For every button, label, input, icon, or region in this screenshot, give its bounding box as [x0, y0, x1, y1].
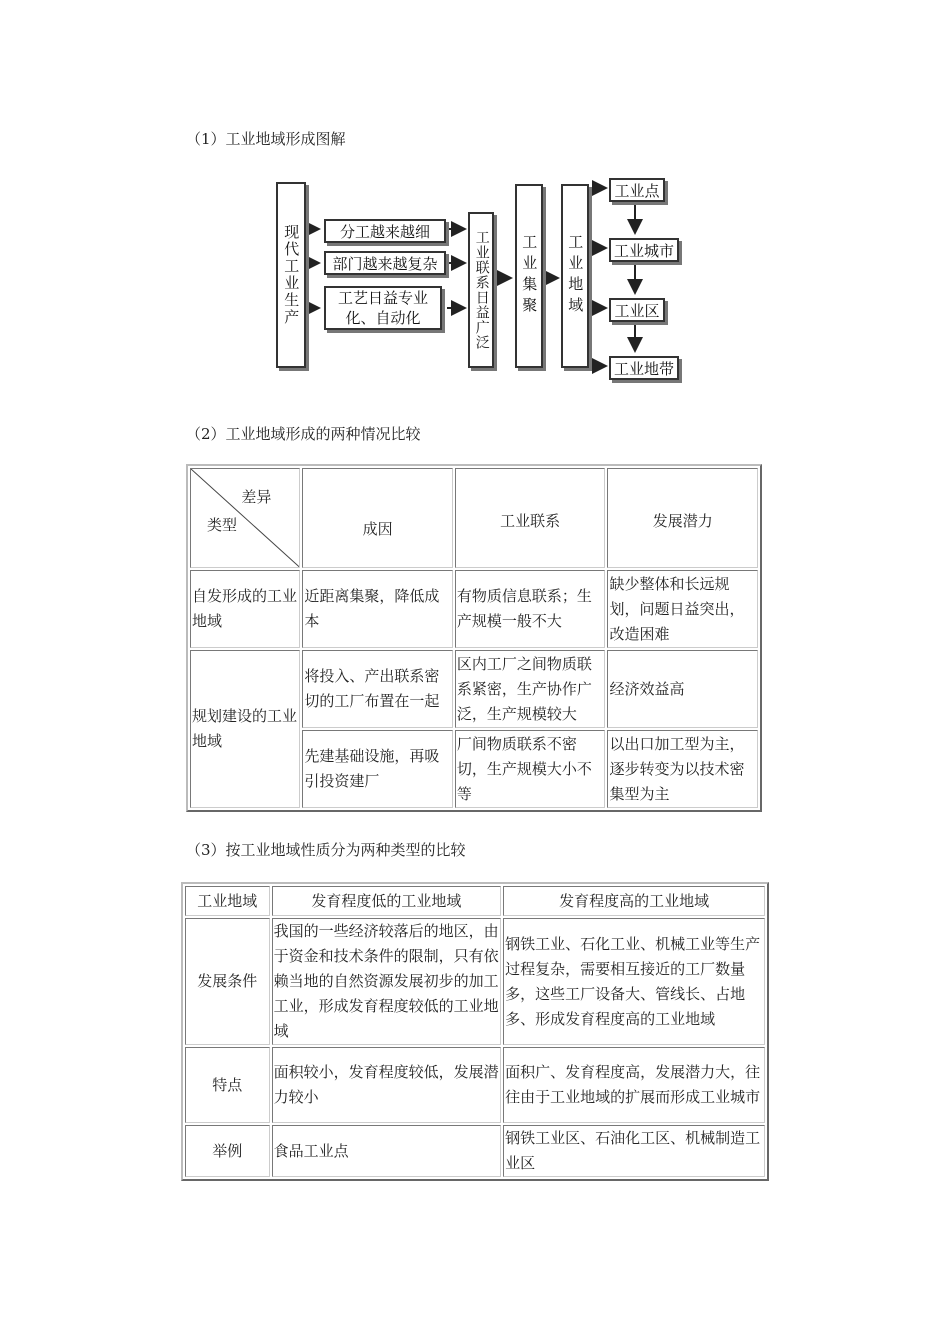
section-1-title: （1）工业地域形成图解 [186, 130, 346, 148]
features-high: 面积广、发育程度高，发展潜力大，往往由于工业地域的扩展而形成工业城市 [503, 1047, 765, 1123]
link-planned-2: 厂间物质联系不密切，生产规模大小不等 [455, 730, 606, 808]
table-row [190, 570, 758, 648]
industrial-link-label: 工业联系日益广泛 [473, 230, 490, 350]
header-potential: 发展潜力 [607, 468, 758, 568]
potential-spontaneous: 缺少整体和长远规划，问题日益突出，改造困难 [607, 570, 758, 648]
cause-planned-1: 将投入、产出联系密切的工厂布置在一起 [302, 650, 453, 728]
cause-label-1: 分工越来越细 [339, 222, 430, 241]
cause-spontaneous: 近距离集聚，降低成本 [302, 570, 453, 648]
conditions-high: 钢铁工业、石化工业、机械工业等生产过程复杂，需要相互接近的工厂数量多，这些工厂设备大、管线长、占地多、形成发育程度高的工业地域 [503, 918, 765, 1045]
table-row [185, 1125, 765, 1177]
stage-box-3 [609, 298, 665, 322]
industrial-cluster-box [515, 184, 543, 368]
row-label-features: 特点 [185, 1047, 270, 1123]
header-cause: 成因 [302, 468, 453, 568]
features-low: 面积较小，发育程度较低，发展潜力较小 [272, 1047, 502, 1123]
modern-industry-label: 现代工业生产 [282, 224, 301, 326]
table-row [185, 918, 765, 1045]
cause-box-2 [324, 251, 446, 275]
stage-box-1 [609, 178, 665, 202]
table-header-row [190, 468, 758, 568]
potential-planned-1: 经济效益高 [607, 650, 758, 728]
examples-low: 食品工业点 [272, 1125, 502, 1177]
stage-label-4: 工业地带 [613, 359, 674, 378]
cause-label-3: 工艺日益专业化、自动化 [337, 289, 428, 327]
corner-label-difference: 差异 [241, 488, 272, 506]
header-low: 发育程度低的工业地域 [272, 886, 502, 916]
stage-label-3: 工业区 [614, 301, 660, 320]
type-spontaneous: 自发形成的工业地域 [190, 570, 300, 648]
cause-label-2: 部门越来越复杂 [332, 254, 438, 273]
link-planned-1: 区内工厂之间物质联系紧密，生产协作广泛，生产规模较大 [455, 650, 606, 728]
corner-label-type: 类型 [207, 516, 238, 534]
corner-header-cell [190, 468, 300, 568]
table-row [190, 650, 758, 728]
section-2-title: （2）工业地域形成的两种情况比较 [186, 425, 421, 443]
header-link: 工业联系 [455, 468, 606, 568]
industrial-region-flow-diagram [270, 176, 680, 381]
industrial-region-box [561, 184, 589, 368]
section-3-title: （3）按工业地域性质分为两种类型的比较 [186, 841, 466, 859]
cause-planned-2: 先建基础设施，再吸引投资建厂 [302, 730, 453, 808]
industrial-link-box [468, 212, 494, 368]
header-high: 发育程度高的工业地域 [503, 886, 765, 916]
development-level-table [181, 882, 769, 1181]
row-label-examples: 举例 [185, 1125, 270, 1177]
industrial-region-label: 工业地域 [566, 234, 585, 318]
stage-box-4 [609, 356, 679, 380]
row-label-conditions: 发展条件 [185, 918, 270, 1045]
conditions-low: 我国的一些经济较落后的地区，由于资金和技术条件的限制，只有依赖当地的自然资源发展初步的加工工业，形成发育程度较低的工业地域 [272, 918, 502, 1045]
stage-label-1: 工业点 [614, 181, 660, 200]
cause-box-3 [324, 286, 442, 330]
header-region: 工业地域 [185, 886, 270, 916]
cause-box-1 [324, 219, 446, 243]
stage-box-2 [609, 238, 679, 262]
link-spontaneous: 有物质信息联系；生产规模一般不大 [455, 570, 606, 648]
industrial-cluster-label: 工业集聚 [520, 234, 539, 318]
potential-planned-2: 以出口加工型为主，逐步转变为以技术密集型为主 [607, 730, 758, 808]
type-planned: 规划建设的工业地域 [190, 650, 300, 808]
formation-comparison-table [186, 464, 762, 812]
examples-high: 钢铁工业区、石油化工区、机械制造工业区 [503, 1125, 765, 1177]
stage-label-2: 工业城市 [613, 241, 674, 260]
table-row [185, 1047, 765, 1123]
table-header-row [185, 886, 765, 916]
modern-industry-box [276, 182, 306, 368]
